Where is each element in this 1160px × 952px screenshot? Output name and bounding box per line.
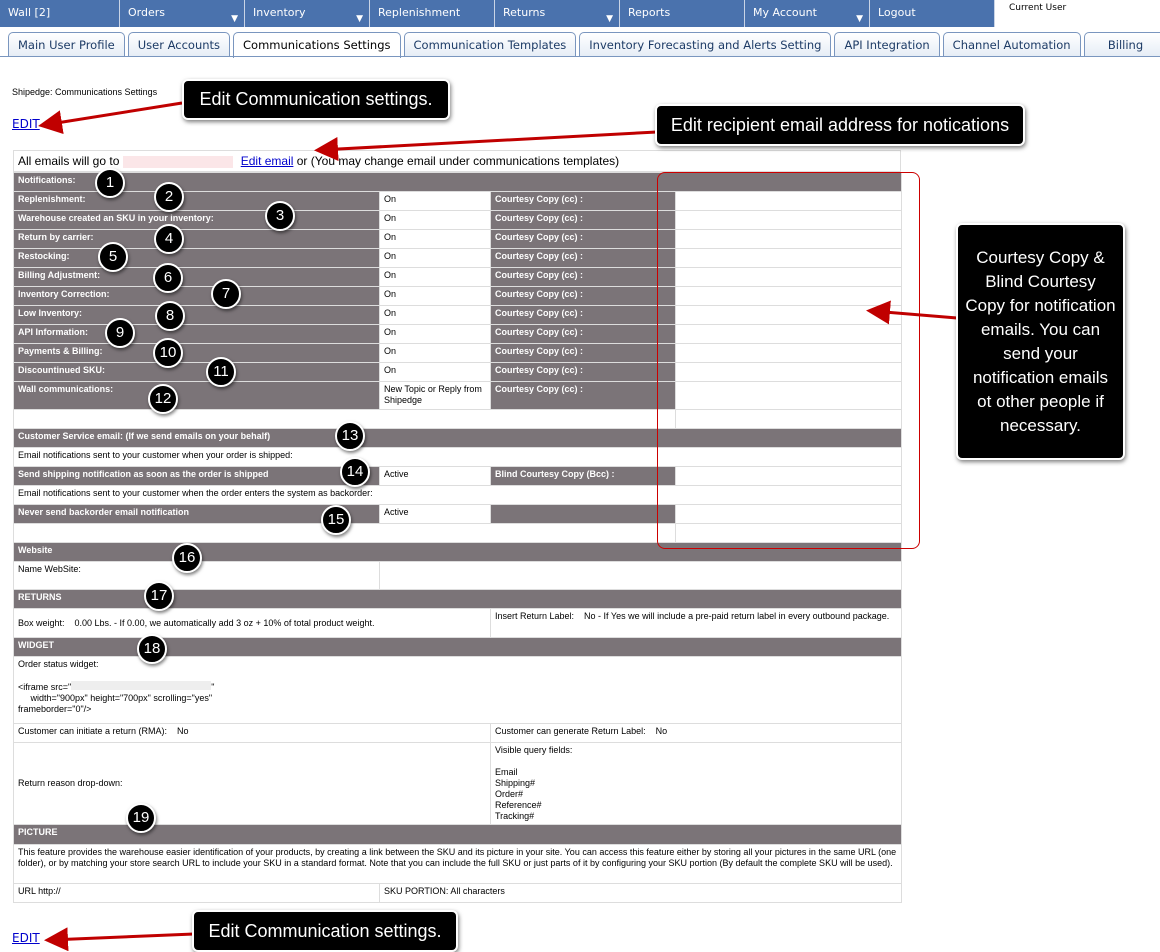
cc-label: Courtesy Copy (cc) : (491, 192, 676, 211)
insert-return-label: Insert Return Label: No - If Yes we will include a pre-paid return label in every outbound package. (491, 609, 902, 638)
callout-edit-email: Edit recipient email address for notications (655, 104, 1025, 146)
section-header-widget: WIDGET (14, 638, 902, 657)
notification-label: Inventory Correction: (14, 287, 380, 306)
cc-label: Courtesy Copy (cc) : (491, 249, 676, 268)
arrow-edit-email (320, 132, 657, 150)
widget-code-cell (14, 657, 902, 724)
empty-cell (491, 505, 676, 524)
step-number-badge: 10 (153, 338, 183, 368)
tab-user-accounts[interactable]: User Accounts (128, 32, 230, 56)
cc-label: Courtesy Copy (cc) : (491, 230, 676, 249)
chevron-down-icon: ▼ (856, 14, 863, 24)
nav-logout[interactable] (870, 0, 995, 27)
notification-label: Replenishment: (14, 192, 380, 211)
tab-communication-templates[interactable]: Communication Templates (404, 32, 577, 56)
notification-value[interactable]: On (380, 230, 491, 249)
arrow-edit-top (44, 103, 182, 125)
backorder-note: Email notifications sent to your customer when the order enters the system as backorder: (14, 486, 902, 505)
nav-wall[interactable] (0, 0, 120, 27)
notification-label: API Information: (14, 325, 380, 344)
website-name-value[interactable] (380, 562, 902, 590)
step-number-badge: 19 (126, 803, 156, 833)
notification-label: Return by carrier: (14, 230, 380, 249)
edit-link-bottom[interactable]: EDIT (12, 931, 40, 945)
step-number-badge: 9 (105, 318, 135, 348)
shipped-note: Email notifications sent to your customer when your order is shipped: (14, 448, 902, 467)
backorder-label: Never send backorder email notification (14, 505, 380, 524)
step-number-badge: 13 (335, 421, 365, 451)
notification-label: Billing Adjustment: (14, 268, 380, 287)
bcc-label: Blind Courtesy Copy (Bcc) : (491, 467, 676, 486)
tab-billing[interactable]: Billing (1084, 32, 1160, 56)
visible-field: Tracking# (495, 811, 535, 821)
notification-label: Discountinued SKU: (14, 363, 380, 382)
notification-value[interactable]: On (380, 344, 491, 363)
nav-label: Reports (628, 6, 671, 19)
section-header-returns: RETURNS (14, 590, 902, 609)
nav-returns[interactable] (495, 0, 620, 27)
tab-channel-automation[interactable]: Channel Automation (943, 32, 1081, 56)
tab-api-integration[interactable]: API Integration (834, 32, 939, 56)
chevron-down-icon: ▼ (606, 14, 613, 24)
nav-label: Logout (878, 6, 916, 19)
breadcrumb: Shipedge: Communications Settings (12, 87, 158, 97)
step-number-badge: 2 (154, 182, 184, 212)
step-number-badge: 17 (144, 581, 174, 611)
tab-inventory-forecasting[interactable]: Inventory Forecasting and Alerts Setting (579, 32, 831, 56)
step-number-badge: 6 (153, 263, 183, 293)
step-number-badge: 3 (265, 201, 295, 231)
notification-value[interactable]: On (380, 268, 491, 287)
email-suffix: or (You may change email under communications templates) (296, 154, 620, 168)
edit-email-link[interactable]: Edit email (240, 154, 294, 168)
redacted-email (123, 156, 233, 168)
backorder-value[interactable]: Active (380, 505, 491, 524)
rma-setting: Customer can initiate a return (RMA): No (14, 724, 491, 743)
email-prefix: All emails will go to (18, 154, 120, 168)
notification-label: Payments & Billing: (14, 344, 380, 363)
return-reason-label: Return reason drop-down: (14, 743, 491, 825)
website-name-label: Name WebSite: (14, 562, 380, 590)
callout-edit-top: Edit Communication settings. (182, 79, 450, 120)
notification-label: Restocking: (14, 249, 380, 268)
cc-label: Courtesy Copy (cc) : (491, 211, 676, 230)
section-header-website: Website (14, 543, 902, 562)
nav-replenishment[interactable] (370, 0, 495, 27)
picture-url[interactable]: URL http:// (14, 884, 380, 903)
top-nav (0, 0, 995, 27)
section-header-customer-service: Customer Service email: (If we send emails on your behalf) (14, 429, 902, 448)
step-number-badge: 11 (206, 357, 236, 387)
notification-value[interactable]: On (380, 192, 491, 211)
nav-label: Replenishment (378, 6, 461, 19)
cc-highlight-box (657, 172, 920, 549)
code-line: frameborder="0"/> (18, 704, 92, 714)
chevron-down-icon: ▼ (231, 14, 238, 24)
cc-label: Courtesy Copy (cc) : (491, 287, 676, 306)
cc-label: Courtesy Copy (cc) : (491, 344, 676, 363)
nav-label: Orders (128, 6, 165, 19)
notification-value[interactable]: On (380, 211, 491, 230)
step-number-badge: 16 (172, 543, 202, 573)
nav-orders[interactable] (120, 0, 245, 27)
step-number-badge: 5 (98, 242, 128, 272)
notification-value[interactable]: On (380, 325, 491, 344)
current-user-label: Current User (1009, 3, 1067, 13)
nav-my-account[interactable] (745, 0, 870, 27)
code-line: width="900px" height="700px" scrolling="yes" (30, 693, 213, 703)
step-number-badge: 15 (321, 505, 351, 535)
step-number-badge: 18 (137, 634, 167, 664)
step-number-badge: 14 (340, 457, 370, 487)
nav-label: Returns (503, 6, 546, 19)
edit-link-top[interactable]: EDIT (12, 117, 40, 131)
notification-value[interactable]: On (380, 287, 491, 306)
step-number-badge: 12 (148, 384, 178, 414)
generate-label-setting: Customer can generate Return Label: No (491, 724, 902, 743)
notification-label: Wall communications: (14, 382, 380, 410)
notification-label: Low Inventory: (14, 306, 380, 325)
visible-field: Reference# (495, 800, 542, 810)
code-line: <iframe src=" (18, 682, 72, 692)
step-number-badge: 4 (154, 224, 184, 254)
tab-main-user-profile[interactable]: Main User Profile (8, 32, 125, 56)
code-line: " (211, 682, 215, 692)
cc-label: Courtesy Copy (cc) : (491, 382, 676, 410)
email-recipient-line (13, 150, 901, 172)
shipped-value[interactable]: Active (380, 467, 491, 486)
tab-communications-settings[interactable]: Communications Settings (233, 32, 400, 58)
nav-label: Inventory (253, 6, 306, 19)
visible-field: Shipping# (495, 778, 536, 788)
sku-portion[interactable]: SKU PORTION: All characters (380, 884, 902, 903)
redacted-url (71, 681, 211, 690)
cc-label: Courtesy Copy (cc) : (491, 306, 676, 325)
cc-label: Courtesy Copy (cc) : (491, 325, 676, 344)
visible-fields-label: Visible query fields: (495, 745, 573, 755)
visible-fields-cell (491, 743, 902, 825)
arrow-edit-bottom (50, 934, 194, 940)
tab-divider (0, 56, 1160, 57)
step-number-badge: 8 (155, 301, 185, 331)
nav-label: My Account (753, 6, 817, 19)
shipped-label: Send shipping notification as soon as the order is shipped (14, 467, 380, 486)
callout-cc: Courtesy Copy & Blind Courtesy Copy for notification emails. You can send your notification emails ot other people if necessary. (956, 223, 1125, 460)
notification-label: Warehouse created an SKU in your inventory: (14, 211, 380, 230)
chevron-down-icon: ▼ (356, 14, 363, 24)
notification-value[interactable]: On (380, 363, 491, 382)
cc-label: Courtesy Copy (cc) : (491, 268, 676, 287)
step-number-badge: 7 (211, 279, 241, 309)
nav-label: Wall [2] (8, 6, 51, 19)
notification-value[interactable]: New Topic or Reply from Shipedge (380, 382, 491, 410)
section-header-notifications: Notifications: (14, 173, 902, 192)
notification-value[interactable]: On (380, 306, 491, 325)
nav-inventory[interactable] (245, 0, 370, 27)
widget-label: Order status widget: (18, 659, 99, 669)
widget-code[interactable] (18, 681, 897, 715)
picture-description: This feature provides the warehouse easier identification of your products, by creating a link between the SKU and its picture in your site. You can access this feature either by storing all your pictures in the same URL (one folder), or by matching your store search URL to include your SKU in a standard format. Note that you can include the full SKU or just parts of it by configuring your SKU portion (By default the complete SKU will be used). (14, 845, 902, 884)
nav-reports[interactable] (620, 0, 745, 27)
step-number-badge: 1 (95, 168, 125, 198)
notification-value[interactable]: On (380, 249, 491, 268)
visible-field: Order# (495, 789, 524, 799)
cc-label: Courtesy Copy (cc) : (491, 363, 676, 382)
section-header-picture: PICTURE (14, 825, 902, 845)
callout-edit-bottom: Edit Communication settings. (192, 910, 458, 952)
box-weight: Box weight: 0.00 Lbs. - If 0.00, we automatically add 3 oz + 10% of total product weight. (14, 609, 491, 638)
visible-fields-list (495, 767, 897, 822)
settings-tabs (8, 32, 1160, 58)
visible-field: Email (495, 767, 518, 777)
